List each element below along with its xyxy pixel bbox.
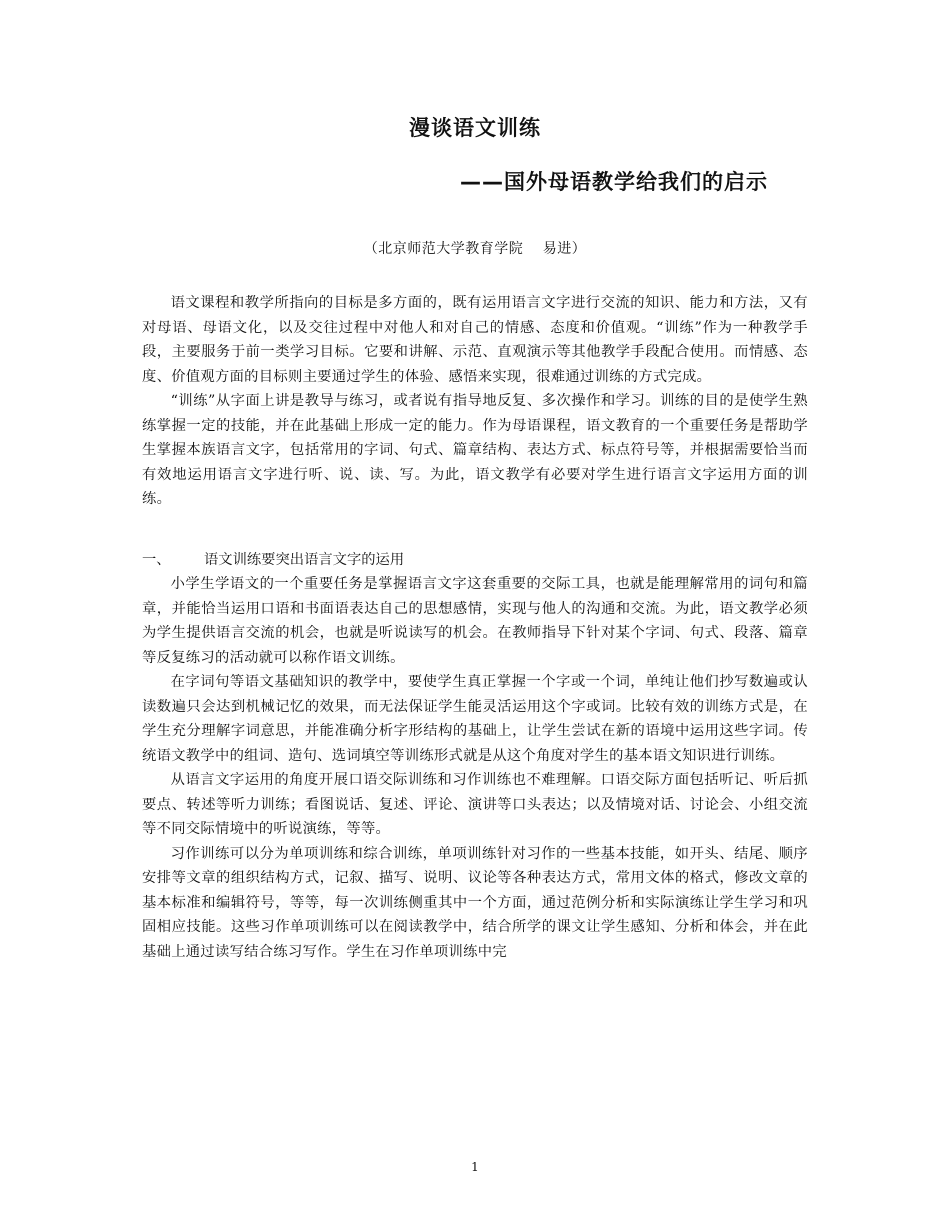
section-paragraph: 小学生学语文的一个重要任务是掌握语言文字这套重要的交际工具，也就是能理解常用的词句和篇章，并能恰当运用口语和书面语表达自己的思想感情，实现与他人的沟通和交流。为此，语文教学必须为学生提供语言交流的机会，也就是听说读写的机会。在教师指导下针对某个字词、句式、段落、篇章等反复练习的活动就可以称作语文训练。: [142, 576, 808, 666]
section-heading-text: 语文训练要突出语言文字的运用: [204, 551, 405, 568]
section-paragraph: 从语言文字运用的角度开展口语交际训练和习作训练也不难理解。口语交际方面包括听记、听后抓要点、转述等听力训练；看图说话、复述、评论、演讲等口头表达；以及情境对话、讨论会、小组交流等不同交际情境中的听说演练，等等。: [142, 772, 808, 837]
section-paragraph: 在字词句等语文基础知识的教学中，要使学生真正掌握一个字或一个词，单纯让他们抄写数遍或认读数遍只会达到机械记忆的效果，而无法保证学生能灵活运用这个字或词。比较有效的训练方式是，在学生充分理解字词意思，并能准确分析字形结构的基础上，让学生尝试在新的语境中运用这些字词。传统语文教学中的组词、造句、选词填空等训练形式就是从这个角度对学生的基本语文知识进行训练。: [142, 674, 808, 764]
intro-paragraph: 语文课程和教学所指向的目标是多方面的，既有运用语言文字进行交流的知识、能力和方法，又有对母语、母语文化，以及交往过程中对他人和对自己的情感、态度和价值观。“训练”作为一种教学手段，主要服务于前一类学习目标。它要和讲解、示范、直观演示等其他教学手段配合使用。而情感、态度、价值观方面的目标则主要通过学生的体验、感悟来实现，很难通过训练的方式完成。: [142, 295, 808, 385]
document-subtitle: ——国外母语教学给我们的启示: [460, 170, 768, 194]
page-number: 1: [471, 1160, 479, 1174]
author-line: （北京师范大学教育学院 易进）: [363, 241, 587, 257]
document-title: 漫谈语文训练: [409, 116, 541, 140]
section-paragraph: 习作训练可以分为单项训练和综合训练，单项训练针对习作的一些基本技能，如开头、结尾、顺序安排等文章的组织结构方式，记叙、描写、说明、议论等各种表达方式，常用文体的格式，修改文章的基本标准和编辑符号，等等，每一次训练侧重其中一个方面，通过范例分析和实际演练让学生学习和巩固相应技能。这些习作单项训练可以在阅读教学中，结合所学的课文让学生感知、分析和体会，并在此基础上通过读写结合练习写作。学生在习作单项训练中完: [142, 845, 808, 960]
section-heading: [142, 548, 808, 573]
intro-paragraph: “训练”从字面上讲是教导与练习，或者说有指导地反复、多次操作和学习。训练的目的是使学生熟练掌握一定的技能，并在此基础上形成一定的能力。作为母语课程，语文教育的一个重要任务是帮助学生掌握本族语言文字，包括常用的字词、句式、篇章结构、表达方式、标点符号等，并根据需要恰当而有效地运用语言文字进行听、说、读、写。为此，语文教学有必要对学生进行语言文字运用方面的训练。: [142, 393, 808, 507]
document-body: [142, 291, 808, 964]
section-number: 一、: [142, 551, 171, 568]
